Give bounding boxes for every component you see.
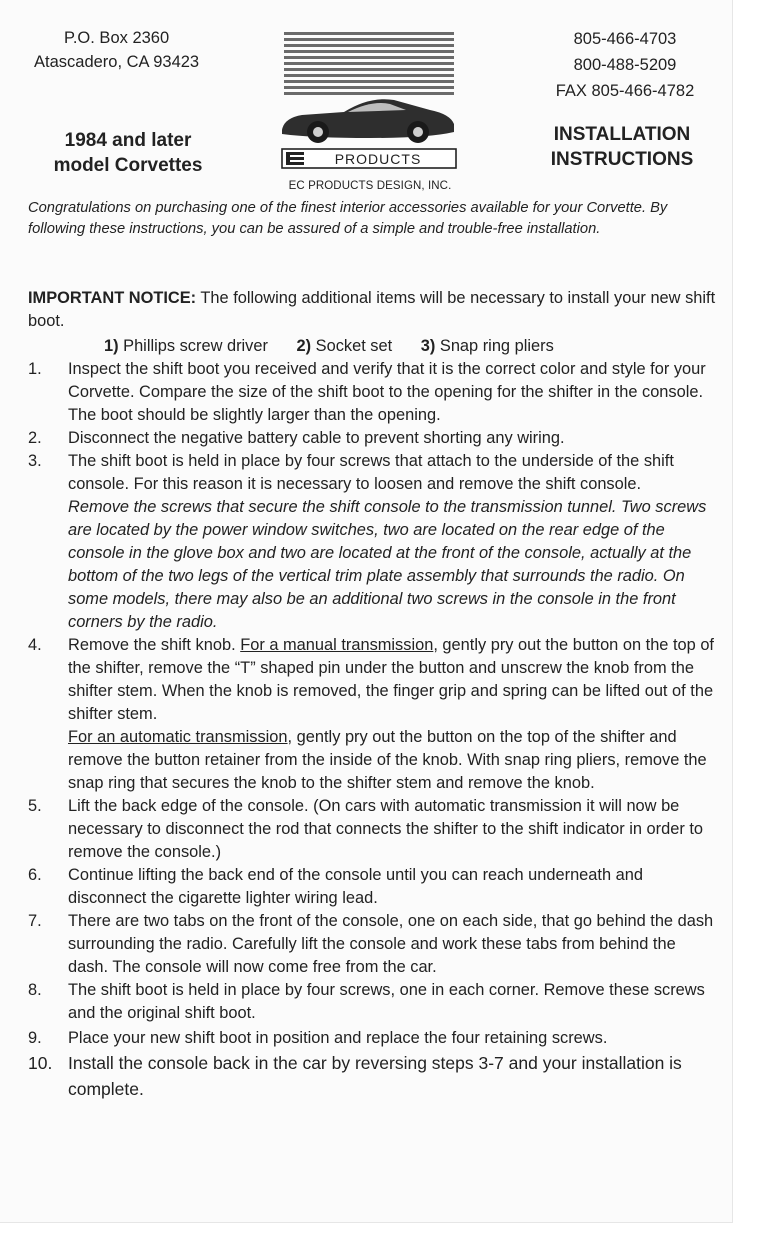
- notice-label: IMPORTANT NOTICE:: [28, 289, 197, 307]
- tool-3-number: 3): [420, 337, 436, 355]
- automatic-transmission-heading: For an automatic transmission: [68, 728, 288, 746]
- step-number: 7.: [28, 912, 42, 930]
- step-10: [28, 1050, 720, 1102]
- step-4: [28, 634, 720, 795]
- step-number: 3.: [28, 452, 42, 470]
- manual-transmission-text: , gently pry out the button on the top of the shifter, remove the “T” shaped pin under the button and unscrew the knob from the shifter stem. When the knob is removed, the finger grip and spring can be lifted out of the shifter stem.: [68, 636, 714, 723]
- fax-number: FAX 805-466-4782: [555, 82, 695, 100]
- step-number: 10.: [28, 1053, 53, 1073]
- svg-text:PRODUCTS: PRODUCTS: [334, 151, 422, 167]
- step-7: [28, 910, 720, 979]
- tool-3: Snap ring pliers: [435, 337, 554, 355]
- step-number: 8.: [28, 981, 42, 999]
- mailing-address: [34, 26, 199, 74]
- step-text: There are two tabs on the front of the console, one on each side, that go behind the dash surrounding the radio. Carefully lift the console and work these tabs from behind the dash. The console will now come free from the car.: [68, 912, 714, 976]
- address-line-1: P.O. Box 2360: [63, 29, 170, 47]
- tool-2: Socket set: [311, 337, 393, 355]
- phone-1: 805-466-4703: [573, 30, 677, 48]
- step-text: Install the console back in the car by reversing steps 3-7 and your installation is complete.: [68, 1053, 682, 1099]
- phone-2: 800-488-5209: [573, 56, 677, 74]
- corvette-silhouette-icon: [282, 99, 454, 143]
- step-number: 4.: [28, 636, 42, 654]
- installation-title: [532, 122, 712, 172]
- company-name: EC PRODUCTS DESIGN, INC.: [288, 180, 452, 192]
- step-number: 2.: [28, 429, 42, 447]
- instruction-steps: [28, 358, 720, 1102]
- notice-text: The following additional items will be necessary to install your new shift boot.: [28, 289, 716, 330]
- model-title: [28, 128, 228, 178]
- automatic-transmission-text: , gently pry out the button on the top of the shifter and remove the button retainer from the inside of the knob. With snap ring pliers, remove the snap ring that secures the knob to the shifter stem and remove the knob.: [68, 728, 707, 792]
- step-text: Place your new shift boot in position and replace the four retaining screws.: [68, 1029, 608, 1047]
- step-text: Lift the back edge of the console. (On cars with automatic transmission it will now be necessary to disconnect the rod that connects the shifter to the shift indicator in order to remove the console.): [68, 797, 704, 861]
- step-text: Continue lifting the back end of the console until you can reach underneath and disconnect the cigarette lighter wiring lead.: [68, 866, 643, 907]
- address-line-2: Atascadero, CA 93423: [34, 53, 200, 71]
- step-number: 6.: [28, 866, 42, 884]
- intro-paragraph: Congratulations on purchasing one of the finest interior accessories available for your Corvette. By following these instructions, you can be assured of a simple and trouble-free installation.: [28, 200, 668, 237]
- required-tools: [104, 335, 554, 358]
- step-text: Inspect the shift boot you received and verify that it is the correct color and style for your Corvette. Compare the size of the shift boot to the opening for the shifter in the console. The boot should be slightly larger than the opening.: [68, 360, 706, 424]
- step-3-italic-detail: Remove the screws that secure the shift console to the transmission tunnel. Two screws are located by the power window switches, two are located on the rear edge of the console in the glove box and two are located at the front of the console, actually at the bottom of the two legs of the vertical trim plate assembly that surrounds the radio. On some models, there may also be an additional two screws in the console in the front corners by the radio.: [68, 498, 707, 631]
- step-number: 1.: [28, 360, 42, 378]
- contact-numbers: [540, 26, 710, 104]
- step-3: [28, 450, 720, 634]
- step-text: Disconnect the negative battery cable to prevent shorting any wiring.: [68, 429, 565, 447]
- step-text: Remove the shift knob.: [68, 636, 241, 654]
- step-number: 5.: [28, 797, 42, 815]
- ec-products-logo: [278, 30, 460, 172]
- tool-1: Phillips screw driver: [118, 337, 268, 355]
- manual-transmission-heading: For a manual transmission: [240, 636, 434, 654]
- step-8: [28, 979, 720, 1025]
- logo-stripes: [284, 32, 454, 95]
- step-5: [28, 795, 720, 864]
- step-number: 9.: [28, 1029, 42, 1047]
- important-notice: [28, 287, 718, 333]
- install-line-2: INSTRUCTIONS: [550, 149, 694, 170]
- step-1: [28, 358, 720, 427]
- tool-1-number: 1): [104, 337, 119, 355]
- step-text: The shift boot is held in place by four screws, one in each corner. Remove these screws and the original shift boot.: [68, 981, 705, 1022]
- step-2: [28, 427, 720, 450]
- model-line-2: model Corvettes: [53, 155, 203, 176]
- install-line-1: INSTALLATION: [553, 124, 691, 145]
- step-9: [28, 1027, 720, 1050]
- step-6: [28, 864, 720, 910]
- step-text: The shift boot is held in place by four screws that attach to the underside of the shift console. For this reason it is necessary to loosen and remove the shift console.: [68, 452, 674, 493]
- products-badge: [282, 149, 456, 168]
- tool-2-number: 2): [296, 337, 312, 355]
- model-line-1: 1984 and later: [64, 130, 192, 151]
